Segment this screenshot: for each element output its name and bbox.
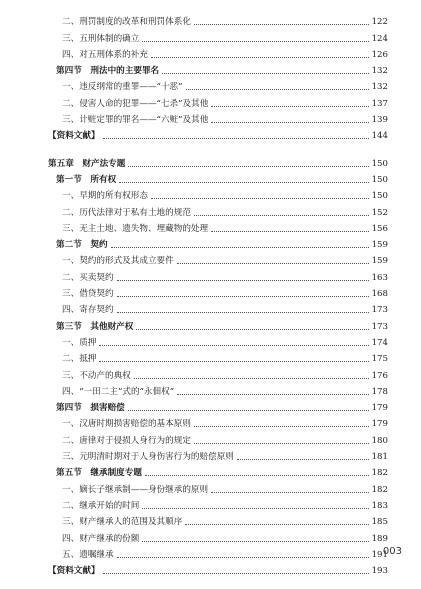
toc-entry-page: 174 bbox=[371, 337, 388, 348]
toc-entry-title: 一、早期的所有权形态 bbox=[62, 191, 148, 202]
toc-subsection bbox=[48, 251, 388, 267]
dot-leader bbox=[142, 31, 368, 42]
toc-entry-title: 四、寄存契约 bbox=[62, 305, 114, 316]
toc-entry-title: 四、对五刑体系的补充 bbox=[62, 49, 148, 60]
toc-entry-page: 193 bbox=[371, 566, 388, 577]
toc-subsection bbox=[48, 45, 388, 61]
toc-subsection bbox=[48, 12, 388, 28]
toc-entry-title: 第四节 刑法中的主要罪名 bbox=[56, 66, 160, 77]
toc-entry-page: 173 bbox=[371, 321, 388, 332]
toc-entry-title: 第五节 继承制度专题 bbox=[56, 468, 142, 479]
toc-entry-page: 179 bbox=[371, 419, 388, 430]
toc-entry-title: 一、契约的形式及其成立要件 bbox=[62, 256, 174, 267]
toc-entry-title: 一、违反纲常的重罪——“十恶” bbox=[62, 82, 183, 93]
toc-entry-page: 163 bbox=[371, 272, 388, 283]
toc-references bbox=[48, 126, 388, 142]
toc-chapter-heading bbox=[48, 153, 388, 169]
dot-leader bbox=[177, 253, 369, 264]
section-gap bbox=[48, 142, 388, 153]
dot-leader bbox=[128, 156, 368, 167]
toc-entry-title: 二、刑罚制度的改革和刑罚体系化 bbox=[62, 17, 191, 28]
toc-entry-title: 五、遗嘱继承 bbox=[62, 549, 114, 560]
toc-subsection bbox=[48, 349, 388, 365]
toc-subsection bbox=[48, 300, 388, 316]
toc-section-heading bbox=[48, 170, 388, 186]
toc-entry-page: 122 bbox=[371, 17, 388, 28]
toc-entry-page: 182 bbox=[371, 484, 388, 495]
toc-entry-title: 第四节 损害赔偿 bbox=[56, 403, 125, 414]
toc-entry-title: 二、侵害人命的犯罪——“七杀”及其他 bbox=[62, 98, 209, 109]
toc-entry-title: 三、计赃定罪的罪名——“六赃”及其他 bbox=[62, 115, 209, 126]
dot-leader bbox=[117, 547, 369, 558]
toc-entry-title: 一、嫡长子继承制——身份继承的原则 bbox=[62, 484, 209, 495]
dot-leader bbox=[117, 286, 369, 297]
toc-subsection bbox=[48, 447, 388, 463]
toc-subsection bbox=[48, 267, 388, 283]
dot-leader bbox=[194, 416, 369, 427]
toc-subsection bbox=[48, 202, 388, 218]
toc-entry-title: 第三节 其他财产权 bbox=[56, 321, 134, 332]
dot-leader bbox=[111, 237, 369, 248]
dot-leader bbox=[162, 63, 368, 74]
toc-subsection bbox=[48, 93, 388, 109]
toc-entry-page: 181 bbox=[371, 452, 388, 463]
toc-entry-title: 第一节 所有权 bbox=[56, 174, 117, 185]
toc-entry-page: 191 bbox=[371, 549, 388, 560]
dot-leader bbox=[211, 96, 368, 107]
dot-leader bbox=[142, 531, 368, 542]
toc-entry-page: 152 bbox=[371, 207, 388, 218]
toc-section-top bbox=[48, 12, 388, 142]
toc-entry-title: 三、财产继承人的范围及其顺序 bbox=[62, 517, 183, 528]
toc-subsection bbox=[48, 414, 388, 430]
dot-leader bbox=[128, 400, 369, 411]
toc-entry-page: 126 bbox=[371, 49, 388, 60]
toc-subsection bbox=[48, 284, 388, 300]
toc-entry-title: 三、无主土地、遗失物、埋藏物的处理 bbox=[62, 223, 209, 234]
toc-references bbox=[48, 561, 388, 577]
toc-entry-title: 一、质押 bbox=[62, 337, 97, 348]
toc-entry-title: 四、财产继承的份额 bbox=[62, 533, 140, 544]
toc-entry-title: 二、买卖契约 bbox=[62, 272, 114, 283]
toc-entry-page: 180 bbox=[371, 435, 388, 446]
toc-entry-page: 139 bbox=[371, 115, 388, 126]
toc-section-heading bbox=[48, 235, 388, 251]
toc-entry-page: 137 bbox=[371, 98, 388, 109]
toc-subsection bbox=[48, 219, 388, 235]
toc-subsection bbox=[48, 382, 388, 398]
dot-leader bbox=[117, 270, 369, 281]
dot-leader bbox=[211, 112, 368, 123]
toc-entry-page: 150 bbox=[371, 191, 388, 202]
toc-subsection bbox=[48, 479, 388, 495]
toc-entry-title: 【资料文献】 bbox=[48, 566, 100, 577]
toc-entry-page: 150 bbox=[371, 158, 388, 169]
toc-entry-page: 150 bbox=[371, 174, 388, 185]
dot-leader bbox=[177, 384, 368, 395]
toc-entry-page: 179 bbox=[371, 403, 388, 414]
toc-entry-page: 159 bbox=[371, 256, 388, 267]
dot-leader bbox=[103, 128, 369, 139]
toc-entry-title: 一、汉唐时期损害赔偿的基本原则 bbox=[62, 419, 191, 430]
toc-entry-page: 156 bbox=[371, 223, 388, 234]
toc-section-heading bbox=[48, 61, 388, 77]
toc-entry-title: 三、元明清时期对于人身伤害行为的赔偿原则 bbox=[62, 452, 234, 463]
toc-entry-page: 182 bbox=[371, 468, 388, 479]
toc-entry-page: 132 bbox=[371, 66, 388, 77]
toc-entry-title: 四、“一田二主”式的“永佃权” bbox=[62, 386, 175, 397]
dot-leader bbox=[117, 302, 369, 313]
toc-entry-page: 144 bbox=[371, 131, 388, 142]
toc-entry-page: 132 bbox=[371, 82, 388, 93]
toc-entry-title: 二、历代法律对于私有土地的规范 bbox=[62, 207, 191, 218]
toc-subsection bbox=[48, 365, 388, 381]
toc-entry-page: 175 bbox=[371, 354, 388, 365]
dot-leader bbox=[119, 172, 368, 183]
dot-leader bbox=[211, 482, 368, 493]
dot-leader bbox=[99, 335, 368, 346]
toc-section-heading bbox=[48, 316, 388, 332]
dot-leader bbox=[151, 188, 369, 199]
toc-entry-page: 178 bbox=[371, 386, 388, 397]
toc-entry-title: 二、唐律对于侵损人身行为的规定 bbox=[62, 435, 191, 446]
toc-subsection bbox=[48, 186, 388, 202]
toc-entry-page: 173 bbox=[371, 305, 388, 316]
toc-subsection bbox=[48, 528, 388, 544]
toc-subsection bbox=[48, 333, 388, 349]
toc-subsection bbox=[48, 496, 388, 512]
toc-subsection bbox=[48, 545, 388, 561]
toc-entry-title: 第二节 契约 bbox=[56, 240, 108, 251]
toc-entry-page: 124 bbox=[371, 33, 388, 44]
toc-entry-title: 二、抵押 bbox=[62, 354, 97, 365]
dot-leader bbox=[136, 319, 368, 330]
dot-leader bbox=[142, 498, 368, 509]
toc-entry-page: 185 bbox=[371, 517, 388, 528]
page-number: 003 bbox=[382, 546, 402, 557]
toc-entry-page: 168 bbox=[371, 289, 388, 300]
toc-entry-title: 三、借贷契约 bbox=[62, 289, 114, 300]
dot-leader bbox=[185, 514, 368, 525]
toc-entry-title: 三、不动产的典权 bbox=[62, 370, 131, 381]
toc-subsection bbox=[48, 110, 388, 126]
toc-entry-page: 176 bbox=[371, 370, 388, 381]
toc-entry-title: 三、五刑体制的确立 bbox=[62, 33, 140, 44]
toc-subsection bbox=[48, 512, 388, 528]
toc-entry-title: 【资料文献】 bbox=[48, 131, 100, 142]
dot-leader bbox=[99, 351, 368, 362]
toc-section-heading bbox=[48, 463, 388, 479]
dot-leader bbox=[194, 14, 369, 25]
dot-leader bbox=[103, 563, 369, 574]
toc-entry-page: 183 bbox=[371, 500, 388, 511]
dot-leader bbox=[134, 368, 369, 379]
toc-section-chapter-five bbox=[48, 153, 388, 577]
dot-leader bbox=[211, 221, 368, 232]
dot-leader bbox=[151, 47, 369, 58]
toc-subsection bbox=[48, 28, 388, 44]
table-of-contents bbox=[48, 12, 388, 577]
toc-section-heading bbox=[48, 398, 388, 414]
toc-subsection bbox=[48, 430, 388, 446]
toc-entry-title: 第五章 财产法专题 bbox=[48, 158, 126, 169]
dot-leader bbox=[186, 79, 369, 90]
toc-entry-page: 159 bbox=[371, 240, 388, 251]
toc-subsection bbox=[48, 77, 388, 93]
dot-leader bbox=[237, 449, 369, 460]
toc-entry-page: 189 bbox=[371, 533, 388, 544]
dot-leader bbox=[194, 433, 369, 444]
dot-leader bbox=[145, 465, 369, 476]
toc-entry-title: 二、继承开始的时间 bbox=[62, 500, 140, 511]
dot-leader bbox=[194, 205, 369, 216]
